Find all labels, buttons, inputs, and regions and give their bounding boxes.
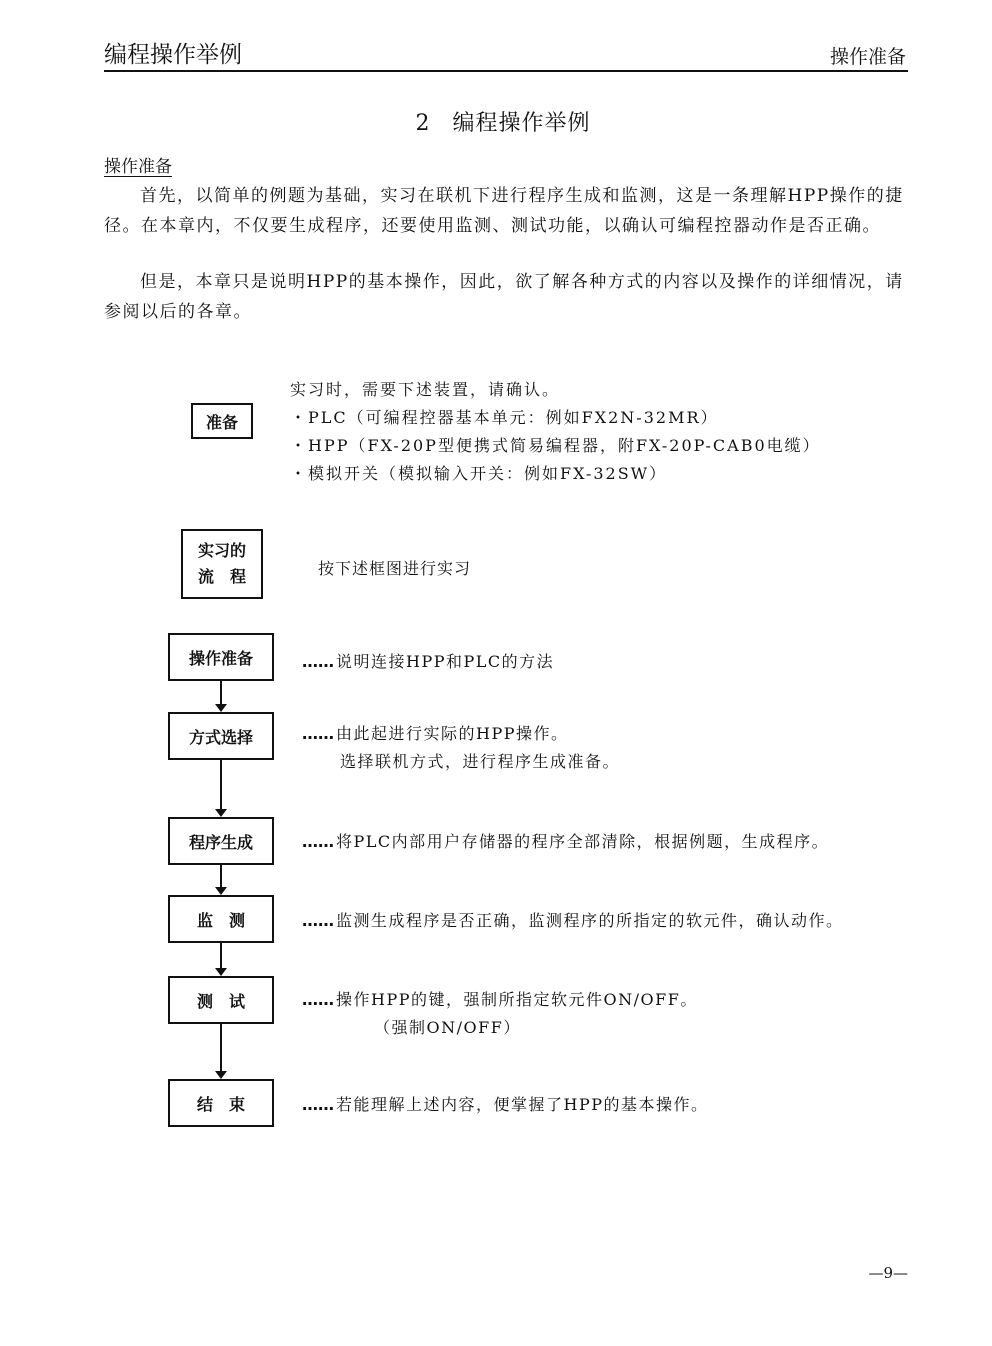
- flow-step-box: [168, 633, 274, 681]
- flow-label-box: [181, 529, 263, 599]
- flow-step-description: [302, 720, 569, 748]
- section-heading: 操作准备: [104, 157, 172, 177]
- flow-step-label: 结 束: [196, 1094, 245, 1114]
- leader-dots: ……: [302, 724, 334, 743]
- flow-step-label: 方式选择: [188, 727, 253, 747]
- flow-step-desc-text: 说明连接HPP和PLC的方法: [336, 652, 555, 671]
- flow-label-line1: 实习的: [197, 541, 246, 560]
- equipment-item: ・模拟开关（模拟输入开关：例如FX-32SW）: [290, 464, 668, 483]
- chapter-title-text: 编程操作举例: [452, 111, 591, 136]
- leader-dots: ……: [302, 1095, 334, 1114]
- flow-step-label: 程序生成: [188, 832, 253, 852]
- flow-connector: [220, 865, 222, 888]
- equipment-item: ・HPP（FX-20P型便携式简易编程器，附FX-20P-CAB0电缆）: [290, 436, 821, 455]
- flow-step-description: [302, 648, 554, 676]
- flow-label-line2: 流 程: [197, 567, 246, 586]
- flow-step-desc-text: 由此起进行实际的HPP操作。: [336, 724, 569, 743]
- flow-step-box: [168, 976, 274, 1024]
- flow-step-description: [302, 1091, 709, 1119]
- flow-arrow-icon: [215, 704, 227, 712]
- flow-connector: [220, 760, 222, 810]
- flow-step-description: [302, 986, 698, 1014]
- flow-step-box: [168, 817, 274, 865]
- leader-dots: ……: [302, 652, 334, 671]
- flow-step-description: [302, 828, 829, 856]
- leader-dots: ……: [302, 832, 334, 851]
- equipment-item: ・PLC（可编程控器基本单元：例如FX2N-32MR）: [290, 408, 719, 427]
- flow-step-desc-continuation: （强制ON/OFF）: [374, 1018, 521, 1037]
- flow-arrow-icon: [215, 1071, 227, 1079]
- flow-step-label: 测 试: [196, 991, 245, 1011]
- preparation-label-box: [191, 403, 253, 439]
- leader-dots: ……: [302, 911, 334, 930]
- flow-step-box: [168, 712, 274, 760]
- header-divider: [104, 70, 908, 72]
- flow-arrow-icon: [215, 887, 227, 895]
- flow-step-desc-text: 监测生成程序是否正确，监测程序的所指定的软元件，确认动作。: [336, 911, 844, 930]
- flow-step-desc-text: 将PLC内部用户存储器的程序全部清除，根据例题，生成程序。: [336, 832, 830, 851]
- chapter-title: [0, 106, 992, 137]
- flow-step-label: 监 测: [196, 910, 245, 930]
- preparation-intro: 实习时，需要下述装置，请确认。: [290, 380, 561, 399]
- preparation-label: 准备: [205, 412, 238, 432]
- header-section: 操作准备: [829, 46, 906, 68]
- flow-step-box: [168, 895, 274, 943]
- flow-arrow-icon: [215, 968, 227, 976]
- header-title: 编程操作举例: [104, 42, 242, 68]
- flow-step-label: 操作准备: [188, 648, 253, 668]
- chapter-number: 2: [415, 111, 431, 136]
- flow-connector: [220, 1024, 222, 1072]
- flow-connector: [220, 681, 222, 705]
- flow-intro: 按下述框图进行实习: [318, 559, 472, 578]
- leader-dots: ……: [302, 990, 334, 1009]
- flow-step-desc-text: 若能理解上述内容，便掌握了HPP的基本操作。: [336, 1095, 709, 1114]
- page-number: —9—: [868, 1264, 908, 1282]
- paragraph: 但是，本章只是说明HPP的基本操作，因此，欲了解各种方式的内容以及操作的详细情况，请参阅以后的各章。: [104, 272, 904, 322]
- flow-connector: [220, 943, 222, 969]
- flow-step-desc-text: 操作HPP的键，强制所指定软元件ON/OFF。: [336, 990, 698, 1009]
- flow-step-description: [302, 907, 844, 935]
- paragraph: 首先，以简单的例题为基础，实习在联机下进行程序生成和监测，这是一条理解HPP操作的捷径。在本章内，不仅要生成程序，还要使用监测、测试功能，以确认可编程控器动作是否正确。: [104, 186, 904, 236]
- flow-step-desc-continuation: 选择联机方式，进行程序生成准备。: [340, 752, 621, 771]
- flow-arrow-icon: [215, 809, 227, 817]
- flow-step-box: [168, 1079, 274, 1127]
